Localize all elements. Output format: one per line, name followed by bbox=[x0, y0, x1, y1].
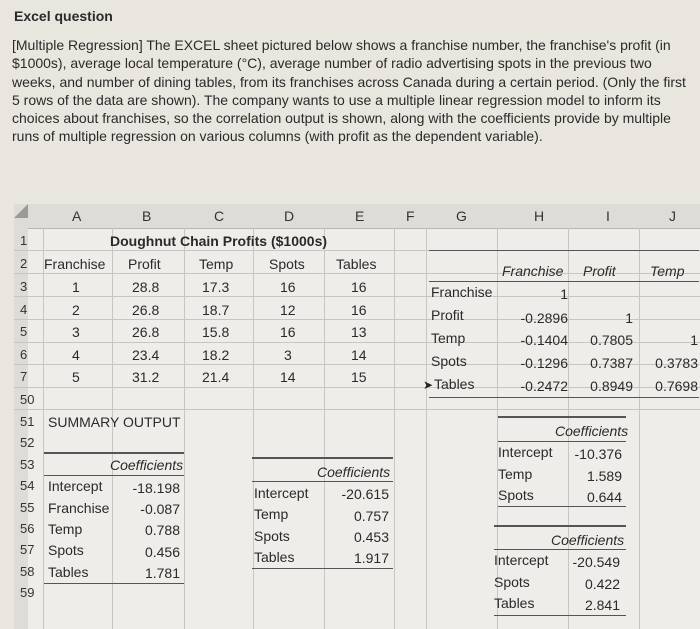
data-cell: 18.7 bbox=[202, 302, 230, 318]
data-cell: 2 bbox=[72, 302, 80, 318]
row-number: 2 bbox=[20, 256, 28, 271]
mouse-pointer-icon: ➤ bbox=[423, 378, 434, 392]
corr-value: 0.7805 bbox=[590, 332, 633, 348]
reg3-coef-header: Coefficients bbox=[555, 423, 629, 439]
reg3-value: 0.644 bbox=[586, 489, 622, 505]
reg2-label: Tables bbox=[254, 549, 295, 565]
col-header-c: C bbox=[214, 208, 225, 224]
corr-value: 1 bbox=[690, 332, 698, 348]
col-header-e: E bbox=[355, 208, 365, 224]
corr-value: 0.8949 bbox=[590, 378, 633, 394]
data-cell: 16 bbox=[280, 324, 296, 340]
reg4-value: -20.549 bbox=[572, 554, 620, 570]
reg3-value: -10.376 bbox=[574, 446, 622, 462]
row-number: 1 bbox=[20, 233, 28, 248]
corr-row-label: Tables bbox=[434, 376, 475, 392]
data-cell: 4 bbox=[72, 347, 80, 363]
data-cell: 26.8 bbox=[132, 324, 160, 340]
corr-value: -0.2896 bbox=[520, 310, 568, 326]
question-title: Excel question bbox=[14, 8, 113, 24]
data-cell: 5 bbox=[72, 369, 80, 385]
corr-value: 0.7698 bbox=[655, 378, 698, 394]
corr-value: -0.1296 bbox=[520, 355, 568, 371]
col-header-a: A bbox=[72, 208, 82, 224]
reg4-label: Spots bbox=[494, 574, 530, 590]
data-cell: 14 bbox=[351, 347, 367, 363]
col-header-b: B bbox=[142, 208, 152, 224]
col-header-f: F bbox=[406, 208, 415, 224]
reg3-label: Spots bbox=[498, 487, 534, 503]
corr-value: 1 bbox=[560, 286, 568, 302]
reg3-label: Intercept bbox=[498, 444, 553, 460]
reg2-label: Intercept bbox=[254, 485, 309, 501]
col-header-j: J bbox=[669, 208, 676, 224]
corr-value: 1 bbox=[625, 310, 633, 326]
row-number: 55 bbox=[20, 500, 35, 515]
data-cell: 18.2 bbox=[202, 347, 230, 363]
data-cell: 28.8 bbox=[132, 279, 160, 295]
reg1-value: 1.781 bbox=[144, 565, 180, 581]
reg2-value: 0.453 bbox=[353, 529, 389, 545]
reg4-value: 2.841 bbox=[584, 597, 620, 613]
col-header-h: H bbox=[534, 208, 545, 224]
reg4-value: 0.422 bbox=[584, 576, 620, 592]
summary-output-label: SUMMARY OUTPUT bbox=[48, 414, 181, 430]
reg1-value: 0.788 bbox=[144, 522, 180, 538]
reg2-value: -20.615 bbox=[341, 486, 389, 502]
reg2-label: Temp bbox=[254, 506, 289, 522]
data-cell: 15.8 bbox=[202, 324, 230, 340]
reg4-label: Tables bbox=[494, 595, 535, 611]
data-cell: 16 bbox=[351, 279, 367, 295]
data-cell: 26.8 bbox=[132, 302, 160, 318]
header-profit: Profit bbox=[128, 256, 161, 272]
data-cell: 23.4 bbox=[132, 347, 160, 363]
reg2-label: Spots bbox=[254, 528, 290, 544]
data-cell: 14 bbox=[280, 369, 296, 385]
row-number: 51 bbox=[20, 414, 35, 429]
data-table-title: Doughnut Chain Profits ($1000s) bbox=[110, 233, 328, 249]
reg1-label: Spots bbox=[48, 542, 84, 558]
corr-value: -0.1404 bbox=[520, 332, 568, 348]
data-cell: 3 bbox=[284, 347, 292, 363]
reg1-value: -18.198 bbox=[132, 480, 180, 496]
reg2-coef-header: Coefficients bbox=[317, 464, 391, 480]
row-number: 4 bbox=[20, 302, 28, 317]
data-cell: 3 bbox=[72, 324, 80, 340]
row-number: 5 bbox=[20, 324, 28, 339]
corr-value: 0.3783 bbox=[655, 355, 698, 371]
row-number: 3 bbox=[20, 279, 28, 294]
row-number: 57 bbox=[20, 542, 35, 557]
spreadsheet-screenshot bbox=[14, 204, 700, 629]
reg4-coef-header: Coefficients bbox=[551, 532, 625, 548]
header-temp: Temp bbox=[199, 256, 234, 272]
select-all-corner bbox=[14, 204, 28, 218]
col-header-d: D bbox=[284, 208, 295, 224]
corr-row-label: Spots bbox=[431, 353, 467, 369]
reg1-label: Tables bbox=[48, 564, 89, 580]
row-number: 50 bbox=[20, 392, 35, 407]
data-cell: 13 bbox=[351, 324, 367, 340]
question-text: [Multiple Regression] The EXCEL sheet pictured below shows a franchise number, the franchise's profit (in $1000s), average local temperature (°C), average number of radio advertising spots in the previous two weeks, and number of dining tables, from its franchises across Canada during a certain period. (Only the first 5 rows of the data are shown). The company wants to use a multiple linear regression model to inform its choices about franchises, so the correlation output is shown, along with the coefficients provide by multiple runs of multiple regression on various columns (with profit as the dependent variable). bbox=[12, 37, 686, 145]
row-number: 53 bbox=[20, 457, 35, 472]
col-header-g: G bbox=[456, 208, 467, 224]
data-cell: 17.3 bbox=[202, 279, 230, 295]
reg1-label: Intercept bbox=[48, 478, 103, 494]
col-header-i: I bbox=[606, 208, 610, 224]
data-cell: 31.2 bbox=[132, 369, 160, 385]
reg3-label: Temp bbox=[498, 466, 533, 482]
row-number: 58 bbox=[20, 564, 35, 579]
column-header-bar bbox=[14, 204, 700, 229]
data-cell: 15 bbox=[351, 369, 367, 385]
data-cell: 21.4 bbox=[202, 369, 230, 385]
data-cell: 16 bbox=[280, 279, 296, 295]
row-number: 56 bbox=[20, 521, 35, 536]
header-tables: Tables bbox=[336, 256, 377, 272]
header-spots: Spots bbox=[269, 256, 305, 272]
reg1-label: Franchise bbox=[48, 500, 110, 516]
row-number: 54 bbox=[20, 478, 35, 493]
row-number: 59 bbox=[20, 585, 35, 600]
row-number: 52 bbox=[20, 435, 35, 450]
corr-value: 0.7387 bbox=[590, 355, 633, 371]
data-cell: 1 bbox=[72, 279, 80, 295]
row-number: 6 bbox=[20, 347, 28, 362]
reg2-value: 0.757 bbox=[353, 508, 389, 524]
reg1-value: -0.087 bbox=[140, 501, 180, 517]
reg2-value: 1.917 bbox=[353, 550, 389, 566]
corr-row-label: Franchise bbox=[431, 284, 493, 300]
corr-header-profit: Profit bbox=[583, 263, 616, 279]
header-franchise: Franchise bbox=[44, 256, 106, 272]
row-number: 7 bbox=[20, 369, 28, 384]
reg4-label: Intercept bbox=[494, 552, 549, 568]
data-cell: 16 bbox=[351, 302, 367, 318]
corr-header-franchise: Franchise bbox=[502, 263, 564, 279]
corr-header-temp: Temp bbox=[650, 263, 685, 279]
data-cell: 12 bbox=[280, 302, 296, 318]
reg1-coef-header: Coefficients bbox=[110, 457, 184, 473]
reg1-label: Temp bbox=[48, 521, 83, 537]
reg1-value: 0.456 bbox=[144, 544, 180, 560]
corr-value: -0.2472 bbox=[520, 378, 568, 394]
reg3-value: 1.589 bbox=[586, 468, 622, 484]
corr-row-label: Temp bbox=[431, 330, 466, 346]
corr-row-label: Profit bbox=[431, 307, 464, 323]
